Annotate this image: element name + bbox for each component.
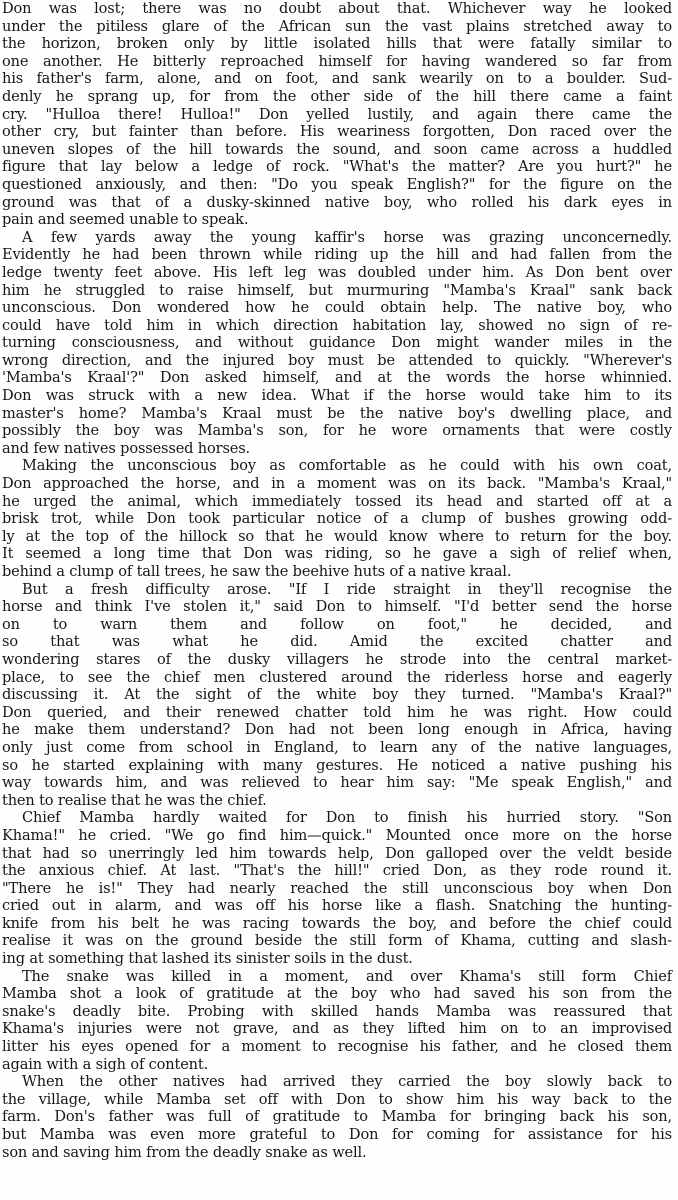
story-line: possibly the boy was Mamba's son, for he wore ornaments that were costly [2, 422, 672, 440]
story-line: place, to see the chief men clustered around the riderless horse and eagerly [2, 668, 672, 686]
story-line: son and saving him from the deadly snake as well. [2, 1143, 367, 1161]
story-line: again with a sigh of content. [2, 1055, 209, 1073]
story-line: could have told him in which direction habitation lay, showed no sign of re- [2, 316, 672, 334]
story-line: way towards him, and was relieved to hear him say: "Me speak English," and [2, 774, 672, 792]
story-line: The snake was killed in a moment, and over Khama's still form Chief [22, 967, 672, 985]
story-line: one another. He bitterly reproached himself for having wandered so far from [2, 52, 672, 70]
story-line: the anxious chief. At last. "That's the hill!" cried Don, as they rode round it. [2, 862, 672, 880]
story-line: But a fresh difficulty arose. "If I ride straight in they'll recognise the [22, 580, 672, 598]
story-line: pain and seemed unable to speak. [2, 211, 249, 229]
story-line: that had so unerringly led him towards help, Don galloped over the veldt beside [2, 844, 672, 862]
story-line: "There he is!" They had nearly reached the still unconscious boy when Don [2, 879, 672, 897]
story-line: wrong direction, and the injured boy must be attended to quickly. "Wherever's [2, 351, 672, 369]
story-paragraph [2, 0, 672, 229]
story-paragraph [2, 809, 672, 967]
story-line: uneven slopes of the hill towards the sound, and soon came across a huddled [2, 140, 672, 158]
story-line: It seemed a long time that Don was riding, so he gave a sigh of relief when, [2, 545, 672, 563]
story-line: the village, while Mamba set off with Don to show him his way back to the [2, 1090, 672, 1108]
story-line: ledge twenty feet above. His left leg was doubled under him. As Don bent over [2, 263, 672, 281]
story-paragraph [2, 581, 672, 810]
story-line: so he started explaining with many gestures. He noticed a native pushing his [2, 756, 672, 774]
story-line: Mamba shot a look of gratitude at the boy who had saved his son from the [2, 985, 672, 1003]
story-line: so that was what he did. Amid the excited chatter and [2, 633, 672, 651]
story-line: cry. "Hulloa there! Hulloa!" Don yelled lustily, and again there came the [2, 105, 672, 123]
story-line: cried out in alarm, and was off his horse like a flash. Snatching the hunting- [2, 897, 672, 915]
story-line: behind a clump of tall trees, he saw the beehive huts of a native kraal. [2, 563, 512, 580]
story-line: the horizon, broken only by little isolated hills that were fatally similar to [2, 35, 672, 53]
story-line: Making the unconscious boy as comfortable as he could with his own coat, [22, 457, 672, 475]
story-line: farm. Don's father was full of gratitude to Mamba for bringing back his son, [2, 1108, 672, 1126]
story-paragraph [2, 229, 672, 458]
story-line: him he struggled to raise himself, but murmuring "Mamba's Kraal" sank back [2, 281, 672, 299]
story-line: but Mamba was even more grateful to Don for coming for assistance for his [2, 1126, 672, 1143]
story-line: under the pitiless glare of the African sun the vast plains stretched away to [2, 17, 672, 35]
story-line: denly he sprang up, for from the other side of the hill there came a faint [2, 87, 672, 105]
story-paragraph [2, 968, 672, 1074]
story-line: A few yards away the young kaffir's horse was grazing unconcernedly. [22, 228, 672, 246]
story-line: Don queried, and their renewed chatter told him he was right. How could [2, 703, 672, 721]
story-paragraph [2, 457, 672, 580]
story-line: Khama's injuries were not grave, and as they lifted him on to an improvised [2, 1020, 672, 1038]
story-line: Don was lost; there was no doubt about that. Whichever way he looked [2, 0, 672, 17]
story-line: horse and think I've stolen it," said Don to himself. "I'd better send the horse [2, 598, 672, 616]
story-line: ground was that of a dusky-skinned native boy, who rolled his dark eyes in [2, 193, 672, 211]
story-line: brisk trot, while Don took particular notice of a clump of bushes growing odd- [2, 510, 672, 528]
story-line: ing at something that lashed its sinister soils in the dust. [2, 950, 413, 968]
story-line: wondering stares of the dusky villagers he strode into the central market- [2, 650, 672, 668]
story-line: his father's farm, alone, and on foot, and sank wearily on to a boulder. Sud- [2, 70, 672, 88]
story-line: 'Mamba's Kraal'?" Don asked himself, and at the words the horse whinnied. [2, 369, 672, 387]
story-line: on to warn them and follow on foot," he decided, and [2, 615, 672, 633]
story-line: litter his eyes opened for a moment to recognise his father, and he closed them [2, 1038, 672, 1056]
story-line: Don approached the horse, and in a moment was on its back. "Mamba's Kraal," [2, 475, 672, 493]
story-line: Khama!" he cried. "We go find him—quick." Mounted once more on the horse [2, 826, 672, 844]
story-column [2, 0, 672, 1161]
story-paragraph [2, 1073, 672, 1161]
story-line: unconscious. Don wondered how he could obtain help. The native boy, who [2, 299, 672, 317]
story-line: realise it was on the ground beside the still form of Khama, cutting and slash- [2, 932, 672, 950]
story-line: master's home? Mamba's Kraal must be the native boy's dwelling place, and [2, 404, 672, 422]
story-line: turning consciousness, and without guidance Don might wander miles in the [2, 334, 672, 352]
story-line: Chief Mamba hardly waited for Don to finish his hurried story. "Son [22, 809, 672, 827]
story-line: other cry, but fainter than before. His weariness forgotten, Don raced over the [2, 123, 672, 141]
story-line: he urged the animal, which immediately tossed its head and started off at a [2, 492, 672, 510]
story-line: questioned anxiously, and then: "Do you speak English?" for the figure on the [2, 175, 672, 193]
story-line: figure that lay below a ledge of rock. "What's the matter? Are you hurt?" he [2, 158, 672, 176]
story-line: snake's deadly bite. Probing with skilled hands Mamba was reassured that [2, 1002, 672, 1020]
story-line: Evidently he had been thrown while riding up the hill and had fallen from the [2, 246, 672, 264]
story-line: knife from his belt he was racing towards the boy, and before the chief could [2, 914, 672, 932]
story-line: discussing it. At the sight of the white boy they turned. "Mamba's Kraal?" [2, 686, 672, 704]
story-line: then to realise that he was the chief. [2, 791, 267, 809]
story-line: When the other natives had arrived they carried the boy slowly back to [22, 1073, 672, 1091]
story-line: Don was struck with a new idea. What if the horse would take him to its [2, 387, 672, 405]
story-line: and few natives possessed horses. [2, 439, 251, 457]
story-line: only just come from school in England, to learn any of the native languages, [2, 738, 672, 756]
story-line: he make them understand? Don had not been long enough in Africa, having [2, 721, 672, 739]
story-line: ly at the top of the hillock so that he would know where to return for the boy. [2, 527, 672, 545]
